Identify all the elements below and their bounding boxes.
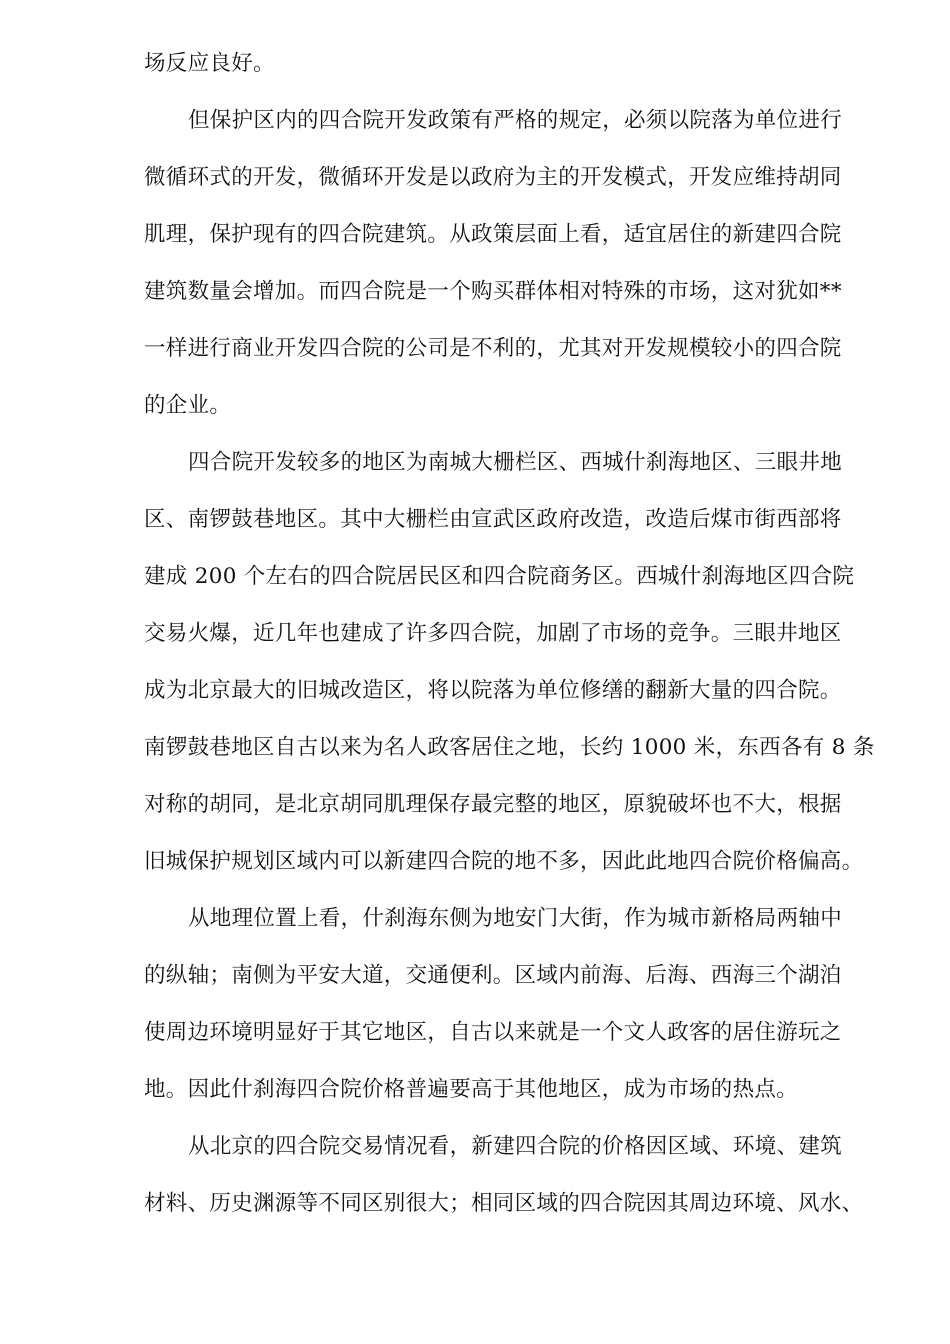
- paragraph-line: 建筑数量会增加。而四合院是一个购买群体相对特殊的市场，这对犹如**: [144, 279, 842, 304]
- paragraph-line: 区、南锣鼓巷地区。其中大栅栏由宣武区政府改造，改造后煤市街西部将: [144, 507, 842, 532]
- paragraph-line: 四合院开发较多的地区为南城大栅栏区、西城什刹海地区、三眼井地: [188, 450, 843, 475]
- paragraph-line: 旧城保护规划区域内可以新建四合院的地不多，因此此地四合院价格偏高。: [144, 849, 864, 874]
- paragraph-line: 的企业。: [144, 393, 232, 418]
- paragraph-line: 地。因此什刹海四合院价格普遍要高于其他地区，成为市场的热点。: [144, 1077, 799, 1102]
- paragraph-line: 交易火爆，近几年也建成了许多四合院，加剧了市场的竞争。三眼井地区: [144, 621, 842, 646]
- paragraph-line: 使周边环境明显好于其它地区，自古以来就是一个文人政客的居住游玩之: [144, 1020, 842, 1045]
- paragraph-line: 从北京的四合院交易情况看，新建四合院的价格因区域、环境、建筑: [188, 1134, 843, 1159]
- paragraph-line: 材料、历史渊源等不同区别很大；相同区域的四合院因其周边环境、风水、: [144, 1191, 864, 1216]
- paragraph-line: 肌理，保护现有的四合院建筑。从政策层面上看，适宜居住的新建四合院: [144, 222, 842, 247]
- paragraph-line: 但保护区内的四合院开发政策有严格的规定，必须以院落为单位进行: [188, 108, 843, 133]
- paragraph-line: 一样进行商业开发四合院的公司是不利的，尤其对开发规模较小的四合院: [144, 336, 842, 361]
- paragraph-line: 建成 200 个左右的四合院居民区和四合院商务区。西城什刹海地区四合院: [144, 564, 855, 589]
- paragraph-line: 南锣鼓巷地区自古以来为名人政客居住之地，长约 1000 米，东西各有 8 条: [144, 735, 875, 760]
- paragraph-line: 的纵轴；南侧为平安大道，交通便利。区域内前海、后海、西海三个湖泊: [144, 963, 842, 988]
- paragraph-line: 从地理位置上看，什刹海东侧为地安门大街，作为城市新格局两轴中: [188, 906, 843, 931]
- paragraph-line: 微循环式的开发，微循环开发是以政府为主的开发模式，开发应维持胡同: [144, 165, 842, 190]
- paragraph-line: 场反应良好。: [144, 51, 275, 76]
- paragraph-line: 对称的胡同，是北京胡同肌理保存最完整的地区，原貌破坏也不大，根据: [144, 792, 842, 817]
- paragraph-line: 成为北京最大的旧城改造区，将以院落为单位修缮的翻新大量的四合院。: [144, 678, 842, 703]
